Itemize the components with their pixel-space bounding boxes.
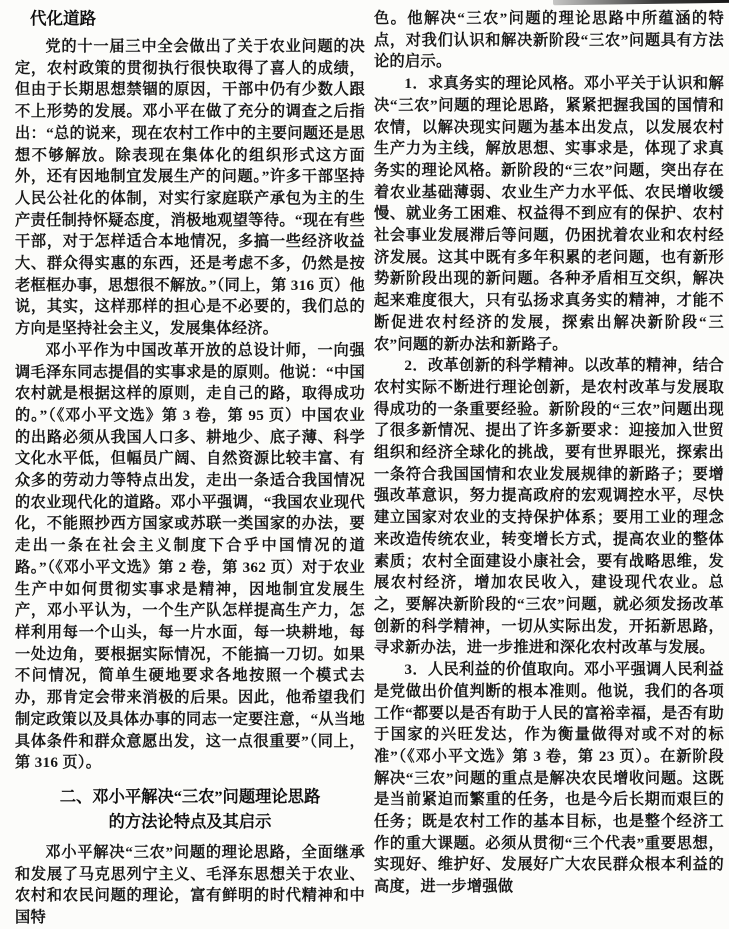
paragraph-point-2: 2．改革创新的科学精神。以改革的精神，结合农村实际不断进行理论创新，是农村改革与发展取得成功的一条重要经验。新阶段的“三农”问题出现了很多新情况、提出了许多新要求：迎接加入世贸组织和经济全球化的挑战，要有世界眼光，探索出一条符合我国国情和农业发展规律的新路子；要增强改革意识，努力提高政府的宏观调控水平，尽快建立国家对农业的支持保护体系；要用工业的理念来改造传统农业，转变增长方式，提高农业的整体素质；农村全面建设小康社会，要有战略思维，发展农村经济，增加农民收入，建设现代农业。总之，要解决新阶段的“三农”问题，就必须发扬改革创新的科学精神，一切从实际出发，开拓新思路，寻求新办法，进一步推进和深化农村改革与发展。 xyxy=(374,357,724,657)
paragraph: 党的十一届三中全会做出了关于农业问题的决定，农村政策的贯彻执行很快取得了喜人的成绩，但由于长期思想禁锢的原因，干部中仍有少数人跟不上形势的发展。邓小平在做了充分的调查之后指出：“总的说来，现在农村工作中的主要问题还是思想不够解放。除表现在集体化的组织形式这方面外，还有因地制宜发展生产的问题。”许多干部坚持人民公社化的体制，对实行家庭联产承包为主的生产责任制持怀疑态度，消极地观望等待。“现在有些干部，对于怎样适合本地情况，多搞一些经济收益大、群众得实惠的东西，还是考虑不多，仍然是按老框框办事，思想很不解放。”（同上，第 316 页）他说，其实，这样那样的担心是不必要的，我们总的方向是坚持社会主义，发展集体经济。 xyxy=(15,38,365,338)
paragraph-continuation: 色。他解决“三农”问题的理论思路中所蕴涵的特点，对我们认识和解决新阶段“三农”问题具有方法论的启示。 xyxy=(374,10,724,71)
scan-artifact-mark xyxy=(553,0,729,5)
paragraph: 邓小平解决“三农”问题的理论思路，全面继承和发展了马克思列宁主义、毛泽东思想关于农业、农村和农民问题的理论，富有鲜明的时代精神和中国特 xyxy=(15,843,365,927)
section-heading-line1: 二、邓小平解决“三农”问题理论思路 xyxy=(59,786,321,806)
section-heading xyxy=(15,784,365,834)
left-text-column xyxy=(15,8,365,929)
paragraph: 邓小平作为中国改革开放的总设计师，一向强调毛泽东同志提倡的实事求是的原则。他说：“中国农村就是根据这样的原则，走自己的路，取得成功的。”（《邓小平文选》第 3 卷，第 95 页）中国农业的出路必须从我国人口多、耕地少、底子薄、科学文化水平低，但幅员广阔、自然资源比较丰富、有众多的劳动力等特点出发，走出一条适合我国情况的农业现代化的道路。邓小平强调，“我国农业现代化，不能照抄西方国家或苏联一类国家的办法，要走出一条在社会主义制度下合乎中国情况的道路。”（《邓小平文选》第 2 卷，第 362 页）对于农业生产中如何贯彻实事求是精神，因地制宜发展生产，邓小平认为，一个生产队怎样提高生产力，怎样利用每一个山头，每一片水面，每一块耕地，每一处边角，要根据实际情况，不能搞一刀切。如果不问情况，简单生硬地要求各地按照一个模式去办，那肯定会带来消极的后果。因此，他希望我们制定政策以及具体办事的同志一定要注意，“从当地具体条件和群众意愿出发，这一点很重要”（同上，第 316 页）。 xyxy=(15,341,365,772)
right-text-column xyxy=(374,8,724,898)
section-heading-line2: 的方法论特点及其启示 xyxy=(108,811,272,831)
paragraph-point-3: 3．人民利益的价值取向。邓小平强调人民利益是党做出价值判断的根本准则。他说，我们的各项工作“都要以是否有助于人民的富裕幸福，是否有助于国家的兴旺发达，作为衡量做得对或不对的标准”（《邓小平文选》第 3 卷，第 23 页）。在新阶段解决“三农”问题的重点是解决农民增收问题。这既是当前紧迫而繁重的任务，也是今后长期而艰巨的任务；既是农村工作的基本目标，也是整个经济工作的重大课题。必须从贯彻“三个代表”重要思想，实现好、维护好、发展好广大农民群众根本利益的高度，进一步增强做 xyxy=(374,661,724,896)
paragraph-point-1: 1．求真务实的理论风格。邓小平关于认识和解决“三农”问题的理论思路，紧紧把握我国的国情和农情，以解决现实问题为基本出发点，以发展农村生产力为主线，解放思想、实事求是，体现了求真务实的理论风格。新阶段的“三农”问题，突出存在着农业基础薄弱、农业生产力水平低、农民增收缓慢、就业务工困难、权益得不到应有的保护、农村社会事业发展滞后等问题，仍困扰着农业和农村经济发展。这其中既有多年积累的老问题，也有新形势新阶段出现的新问题。各种矛盾相互交织，解决起来难度很大，只有弘扬求真务实的精神，才能不断促进农村经济的发展，探索出解决新阶段“三农”问题的新办法和新路子。 xyxy=(374,75,724,353)
continued-heading: 代化道路 xyxy=(30,9,96,28)
